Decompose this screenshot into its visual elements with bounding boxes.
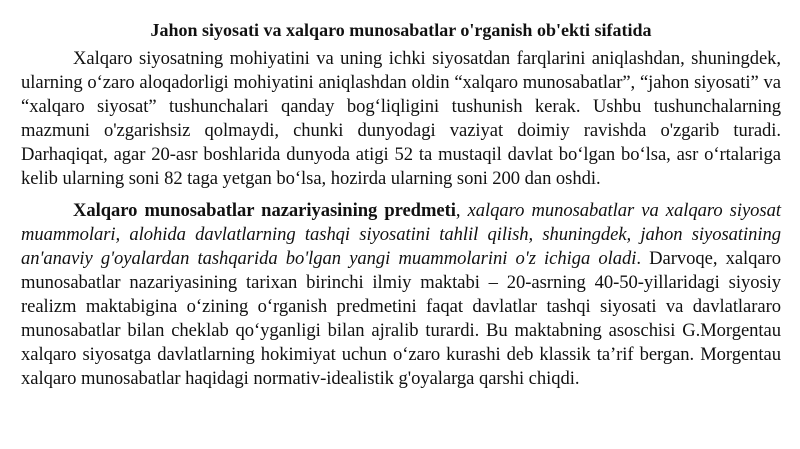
paragraph-1: Xalqaro siyosatning mohiyatini va uning ichki siyosatdan farqlarini aniqlashdan, shuningdek, ularning o‘zaro aloqadorligi mohiyatini aniqlashdan oldin “xalqaro munosabatlar”, “jahon siyosati” va “xalqaro siyosat” tushunchalari qanday bog‘liqligini tushunish kerak. Ushbu tushunchalarning mazmuni o'zgarishsiz qolmaydi, chunki dunyodagi vaziyat doimiy ravishda o'zgarib turadi. Darhaqiqat, agar 20-asr boshlarida dunyoda atigi 52 ta mustaqil davlat bo‘lgan bo‘lsa, asr o‘rtalariga kelib ularning soni 82 taga yetgan bo‘lsa, hozirda ularning soni 200 dan oshdi. <box>21 48 781 189</box>
paragraph-2 <box>21 199 781 391</box>
paragraph-2-bold-lead: Xalqaro munosabatlar nazariyasining predmeti <box>73 200 456 221</box>
document-title: Jahon siyosati va xalqaro munosabatlar o'rganish ob'ekti sifatida <box>150 20 652 40</box>
document-page <box>21 18 781 391</box>
paragraph-2-separator: , <box>455 200 468 221</box>
paragraph-2-italic-part: xalqaro munosabatlar va xalqaro siyosat muammolari, alohida davlatlarning tashqi siyosatini tahlil qilish, shuningdek, jahon siyosatining an'anaviy g'oyalardan tashqarida bo'lgan yangi muammolarini o'z ichiga oladi <box>21 200 781 269</box>
paragraph-2-rest: . Darvoqe, xalqaro munosabatlar nazariyasining tarixan birinchi ilmiy maktabi – 20-asrning 40-50-yillaridagi siyosiy realizm maktabigina o‘zining o‘rganish predmetini faqat davlatlar tashqi siyosati va davlatlararo munosabatlar bilan cheklab qo‘yganligi bilan ajralib turardi. Bu maktabning asoschisi G.Morgentau xalqaro siyosatga davlatlarning hokimiyat uchun o‘zaro kurashi deb klassik ta’rif bergan. Morgentau xalqaro munosabatlar haqidagi normativ-idealistik g'oyalarga qarshi chiqdi. <box>21 248 781 389</box>
